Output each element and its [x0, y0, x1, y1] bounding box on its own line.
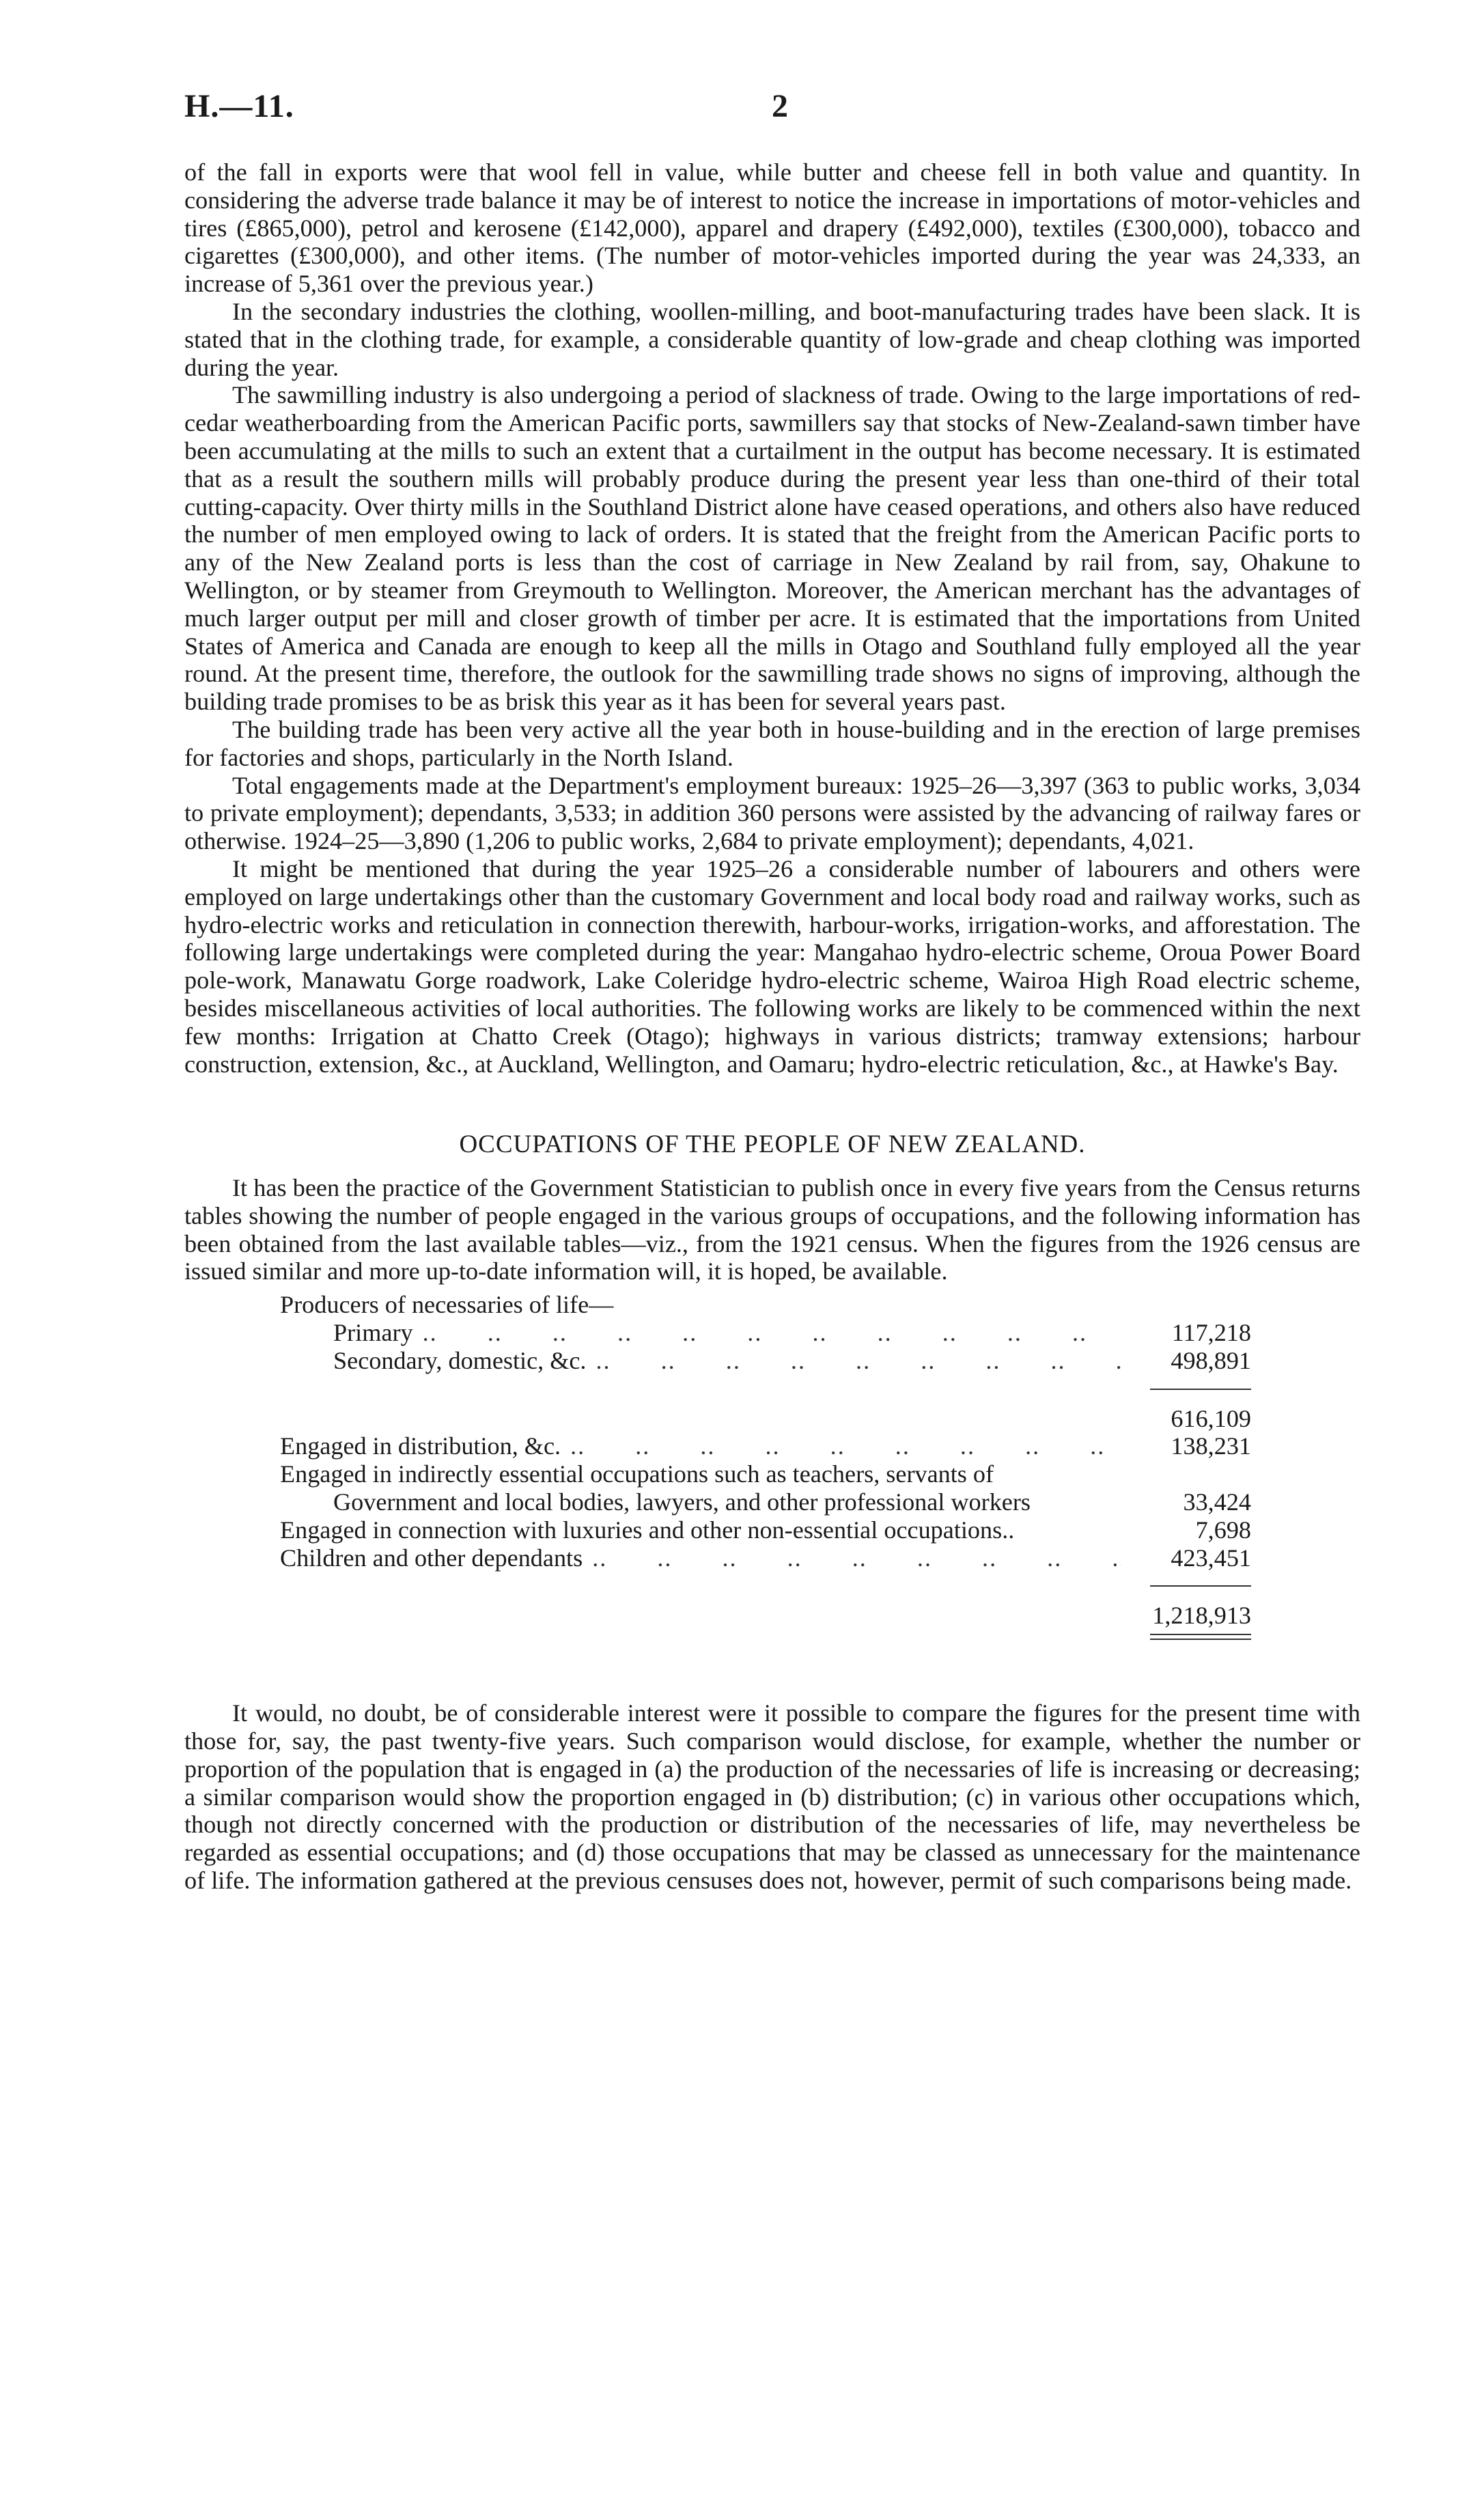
section-title: OCCUPATIONS OF THE PEOPLE OF NEW ZEALAND. — [459, 1130, 1086, 1159]
leader-dots — [413, 1319, 1121, 1347]
indirect-value: 33,424 — [1183, 1488, 1251, 1516]
leader-dots — [561, 1432, 1121, 1460]
occupations-table — [280, 1291, 1251, 1650]
table-row — [280, 1544, 1251, 1572]
paragraph-building-trade: The building trade has been very active all the year both in house-building and in the erection of large premises for factories and shops, particularly in the North Island. — [184, 715, 1360, 771]
children-label: Children and other dependants — [280, 1544, 583, 1572]
section-intro: It has been the practice of the Government Statistician to publish once in every five years from the Census returns tables showing the number of people engaged in the various groups of occupations, and the following information has been obtained from the last available tables—viz., from the 1921 census. When the figures from the 1926 census are issued similar and more up-to-date information will, it is hoped, be available. — [184, 1174, 1360, 1285]
table-row — [280, 1291, 1251, 1319]
paragraph-undertakings: It might be mentioned that during the year 1925–26 a considerable number of labourers and others were employed on large undertakings other than the customary Government and local body road and railway works, such as hydro-electric works and reticulation in connection therewith, harbour-works, irrigation-works, and afforestation. The following large undertakings were completed during the year: Mangahao hydro-electric scheme, Oroua Power Board pole-work, Manawatu Gorge roadwork, Lake Coleridge hydro-electric scheme, Wairoa High Road electric scheme, besides miscellaneous activities of local authorities. The following works are likely to be commenced within the next few months: Irrigation at Chatto Creek (Otago); highways in various districts; tramway extensions; harbour construction, extension, &c., at Auckland, Wellington, and Oamaru; hydro-electric reticulation, &c., at Hawke's Bay. — [184, 854, 1360, 1078]
closing-paragraph: It would, no doubt, be of considerable interest were it possible to compare the figures for the present time with those for, say, the past twenty-five years. Such comparison would disclose, for example, whether the number or proportion of the population that is engaged in (a) the production of the necessaries of life is increasing or decreasing; a similar comparison would show the proportion engaged in (b) distribution; (c) in various other occupations which, though not directly concerned with the production or distribution of the necessaries of life, may nevertheless be regarded as essential occupations; and (d) those occupations that may be classed as unnecessary for the maintenance of life. The information gathered at the previous censuses does not, however, permit of such comparisons being made. — [184, 1699, 1360, 1895]
distribution-value: 138,231 — [1171, 1432, 1251, 1460]
children-value: 423,451 — [1171, 1544, 1251, 1572]
table-row — [280, 1405, 1251, 1433]
table-row — [280, 1488, 1251, 1516]
paragraph-engagements: Total engagements made at the Department's employment bureaux: 1925–26—3,397 (363 to public works, 3,034 to private employment); dependants, 3,533; in addition 360 persons were assisted by the advancing of railway fares or otherwise. 1924–25—3,890 (1,206 to public works, 2,684 to private employment); dependants, 4,021. — [184, 771, 1360, 855]
luxuries-label: Engaged in connection with luxuries and other non-essential occupations.. — [280, 1516, 1015, 1544]
grand-total: 1,218,913 — [1152, 1602, 1251, 1630]
secondary-value: 498,891 — [1171, 1346, 1251, 1374]
producers-subtotal: 616,109 — [1171, 1404, 1251, 1432]
indirect-label-line2: Government and local bodies, lawyers, and other professional workers — [333, 1488, 1031, 1516]
paragraph-secondary-industries: In the secondary industries the clothing, woollen-milling, and boot-manufacturing trades have been slack. It is stated that in the clothing trade, for example, a considerable quantity of low-grade and cheap clothing was imported during the year. — [184, 297, 1360, 381]
document-code: H.—11. — [184, 88, 294, 124]
primary-label: Primary — [333, 1319, 413, 1347]
leader-dots — [583, 1544, 1121, 1572]
table-row — [280, 1319, 1251, 1347]
table-row — [280, 1602, 1251, 1630]
primary-value: 117,218 — [1171, 1319, 1251, 1347]
table-row — [280, 1460, 1251, 1488]
page-header — [184, 87, 1373, 135]
total-double-rule — [280, 1630, 1251, 1650]
table-row — [280, 1432, 1251, 1460]
paragraph-sawmilling: The sawmilling industry is also undergoing a period of slackness of trade. Owing to the large importations of red-cedar weatherboarding from the American Pacific ports, sawmillers say that stocks of New-Zealand-sawn timber have been accumulating at the mills to such an extent that a curtailment in the output has become necessary. It is estimated that as a result the southern mills will probably produce during the present year less than one-third of their total cutting-capacity. Over thirty mills in the Southland District alone have ceased operations, and others also have reduced the number of men employed owing to lack of orders. It is stated that the freight from the American Pacific ports to any of the New Zealand ports is less than the cost of carriage in New Zealand by rail from, say, Ohakune to Wellington, or by steamer from Greymouth to Wellington. Moreover, the American merchant has the advantages of much larger output per mill and closer growth of timber per acre. It is estimated that the importations from United States of America and Canada are enough to keep all the mills in Otago and Southland fully employed all the year round. At the present time, therefore, the outlook for the sawmilling trade shows no signs of improving, although the building trade promises to be as brisk this year as it has been for several years past. — [184, 381, 1360, 716]
luxuries-value: 7,698 — [1195, 1516, 1251, 1544]
table-row — [280, 1347, 1251, 1375]
total-rule — [280, 1572, 1251, 1602]
page-number: 2 — [772, 88, 788, 124]
producers-heading: Producers of necessaries of life— — [280, 1291, 614, 1319]
leader-dots — [586, 1347, 1121, 1375]
distribution-label: Engaged in distribution, &c. — [280, 1432, 561, 1460]
document-body — [184, 158, 1360, 1895]
paragraph-exports: of the fall in exports were that wool fell in value, while butter and cheese fell in both value and quantity. In considering the adverse trade balance it may be of interest to notice the increase in importations of motor-vehicles and tires (£865,000), petrol and kerosene (£142,000), apparel and drapery (£492,000), textiles (£300,000), tobacco and cigarettes (£300,000), and other items. (The number of motor-vehicles imported during the year was 24,333, an increase of 5,361 over the previous year.) — [184, 158, 1360, 298]
table-row — [280, 1516, 1251, 1544]
indirect-label-line1: Engaged in indirectly essential occupations such as teachers, servants of — [280, 1460, 994, 1488]
secondary-label: Secondary, domestic, &c. — [333, 1346, 587, 1374]
subtotal-rule — [280, 1375, 1251, 1405]
